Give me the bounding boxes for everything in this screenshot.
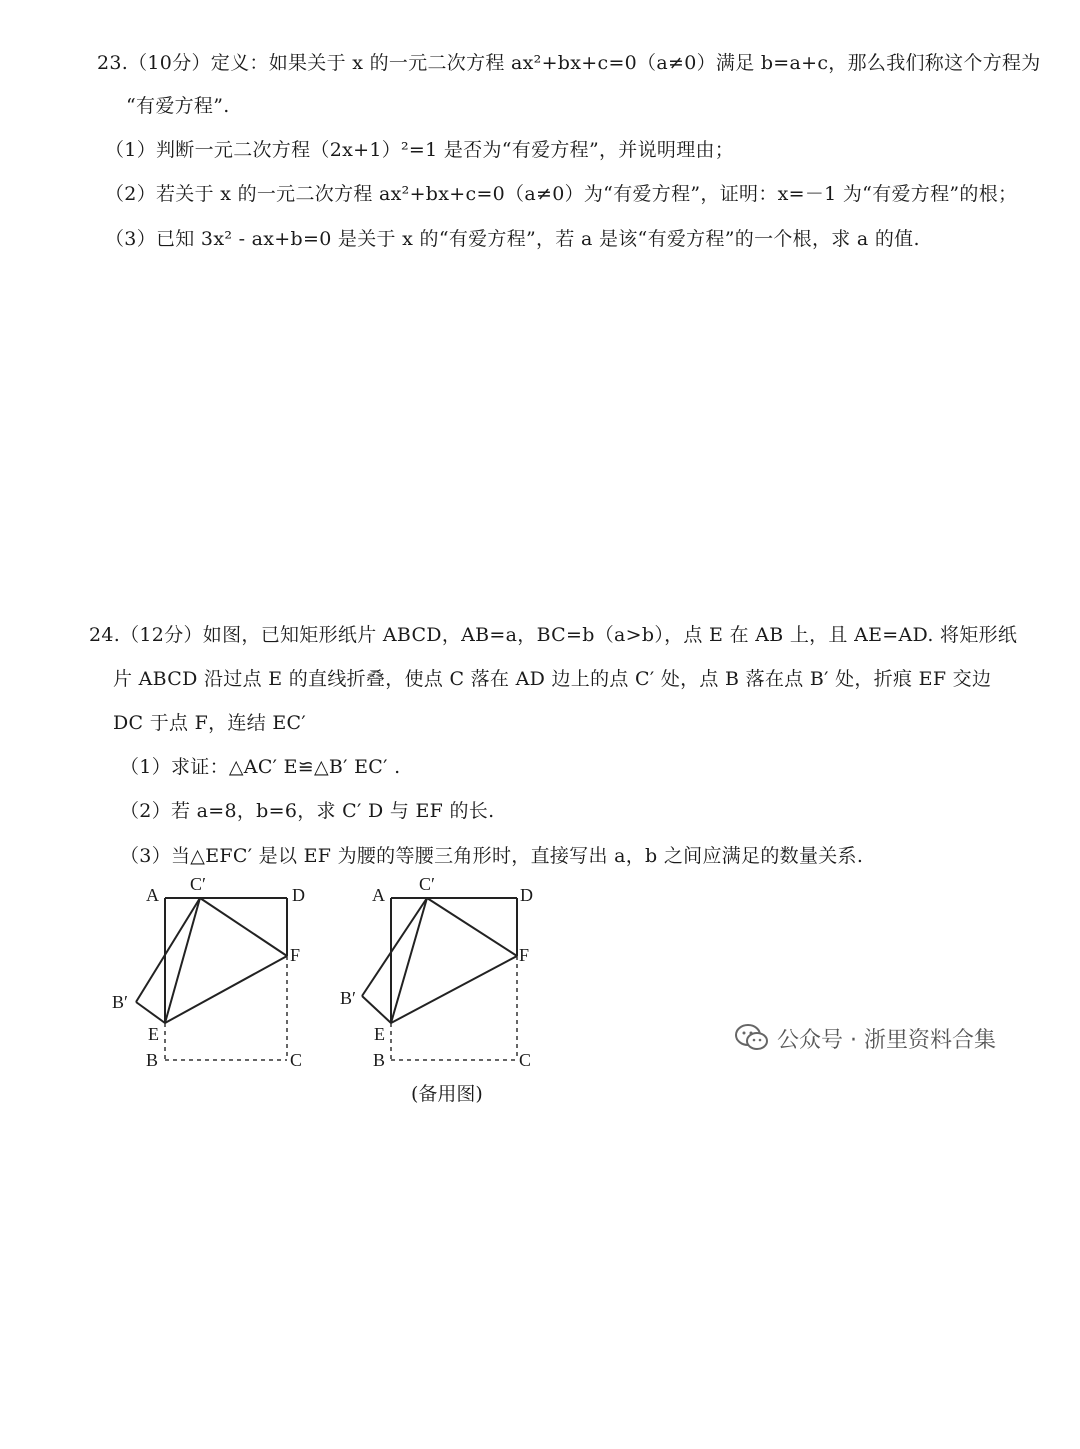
- q24-line3: DC 于点 F，连结 EC′: [113, 712, 306, 734]
- q24-line1: 24.（12分）如图，已知矩形纸片 ABCD，AB=a，BC=b（a>b），点 E 在 AB 上，且 AE=AD. 将矩形纸: [89, 624, 1018, 646]
- label-B1: B′: [112, 992, 128, 1012]
- label-C1: C′: [419, 874, 435, 894]
- footer-text: 公众号 · 浙里资料合集: [777, 1027, 996, 1053]
- label-F: F: [519, 945, 530, 965]
- q23-line2: “有爱方程”.: [126, 95, 230, 117]
- figure-2-caption: (备用图): [411, 1083, 483, 1105]
- label-A: A: [372, 885, 385, 905]
- label-E: E: [374, 1024, 385, 1044]
- edge-C1E: [165, 898, 200, 1023]
- q23-part2: （2）若关于 x 的一元二次方程 ax²+bx+c=0（a≠0）为“有爱方程”，证明：x=－1 为“有爱方程”的根；: [105, 183, 1018, 205]
- edge-B1E: [136, 1002, 165, 1023]
- footer-watermark: [735, 1018, 996, 1058]
- label-C1: C′: [190, 874, 206, 894]
- label-B1: B′: [340, 988, 356, 1008]
- label-C: C: [290, 1050, 303, 1070]
- label-E: E: [148, 1024, 159, 1044]
- label-B: B: [373, 1050, 386, 1070]
- q24-line2: 片 ABCD 沿过点 E 的直线折叠，使点 C 落在 AD 边上的点 C′ 处，点 B 落在点 B′ 处，折痕 EF 交边: [113, 668, 992, 690]
- label-D: D: [292, 885, 305, 905]
- q24-part1: （1）求证：△AC′ E≌△B′ EC′ .: [120, 756, 401, 778]
- figure-1: [100, 868, 340, 1082]
- label-A: A: [146, 885, 159, 905]
- edge-C1B1: [136, 898, 200, 1002]
- label-D: D: [520, 885, 533, 905]
- wechat-icon: [735, 1023, 769, 1053]
- q24-part2: （2）若 a=8，b=6，求 C′ D 与 EF 的长.: [120, 800, 495, 822]
- fold-EF: [165, 956, 287, 1023]
- q23-part3: （3）已知 3x² - ax+b=0 是关于 x 的“有爱方程”，若 a 是该“有爱方程”的一个根，求 a 的值.: [105, 228, 920, 250]
- q23-line1: 23.（10分）定义：如果关于 x 的一元二次方程 ax²+bx+c=0（a≠0）满足 b=a+c，那么我们称这个方程为: [97, 52, 1041, 74]
- label-F: F: [290, 945, 301, 965]
- label-C: C: [519, 1050, 532, 1070]
- q23-part1: （1）判断一元二次方程（2x+1）²=1 是否为“有爱方程”，并说明理由；: [105, 139, 735, 161]
- q24-part3: （3）当△EFC′ 是以 EF 为腰的等腰三角形时，直接写出 a，b 之间应满足的数量关系.: [120, 845, 864, 867]
- edge-C1F: [200, 898, 287, 956]
- label-B: B: [146, 1050, 159, 1070]
- figure-2: [326, 868, 566, 1082]
